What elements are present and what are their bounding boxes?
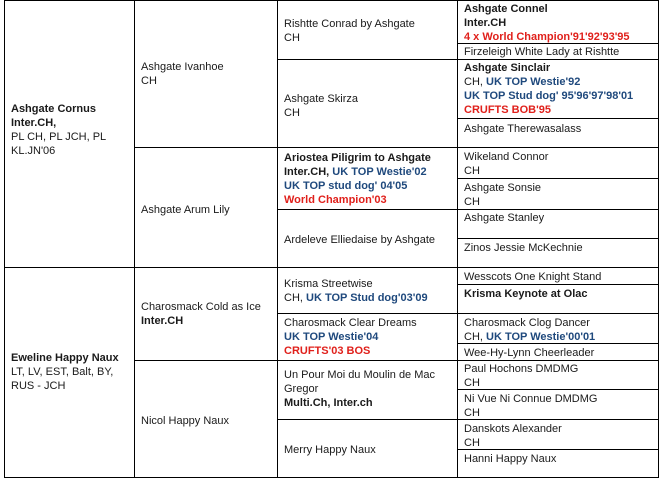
row-divider-gen3-a (277, 59, 458, 60)
dog-title: RUS - JCH (11, 380, 66, 392)
dog-award: UK TOP Stud dog'03'09 (306, 292, 428, 304)
gen3-1 (278, 15, 457, 47)
row-divider-gen3-d (277, 267, 458, 268)
dog-name: Ashgate Connel (464, 3, 548, 15)
table-border-bottom (4, 477, 659, 478)
gen4-3 (458, 59, 658, 119)
dog-name: Ariostea Piligrim to Ashgate (284, 152, 431, 164)
dog-title: CH, (284, 292, 306, 304)
dog-name: Ashgate Cornus (11, 103, 96, 115)
gen2-dam-dam (135, 412, 277, 430)
row-divider-gen3-b (277, 147, 458, 148)
gen4-13 (458, 360, 658, 392)
gen4-5 (458, 148, 658, 180)
dog-name: Firzeleigh White Lady at Rishtte (464, 46, 620, 58)
dog-name: Paul Hochons DMDMG (464, 363, 579, 375)
gen3-4 (278, 231, 457, 249)
dog-name: Ashgate Sonsie (464, 182, 542, 194)
dog-name: Wesscots One Knight Stand (464, 271, 602, 283)
dog-name: Charosmack Cold as Ice (141, 301, 261, 313)
dog-title: CH (141, 75, 157, 87)
gen4-1 (458, 0, 658, 46)
gen3-2 (278, 90, 457, 122)
gen4-7 (458, 209, 658, 227)
dog-name: Ardeleve Elliedaise by Ashgate (284, 234, 436, 246)
gen3-8 (278, 441, 457, 459)
dog-name: Ashgate Therewasalass (464, 123, 582, 135)
dog-title: LT, LV, EST, Balt, BY, (11, 366, 114, 378)
dog-title: CH (464, 437, 480, 449)
dog-award: UK TOP Stud dog' 95'96'97'98'01 (464, 90, 634, 102)
dog-award: CRUFTS'03 BOS (284, 345, 371, 357)
dog-name: Ashgate Arum Lily (141, 204, 230, 216)
dog-award: UK TOP Westie'02 (332, 166, 427, 178)
dog-title: CH (464, 407, 480, 419)
dog-name: Wikeland Connor (464, 151, 549, 163)
gen4-16 (458, 450, 658, 468)
gen1-dam (5, 349, 134, 395)
gen4-4 (458, 120, 658, 138)
gen4-6 (458, 179, 658, 211)
dog-name: Merry Happy Naux (284, 444, 376, 456)
dog-award: 4 x World Champion'91'92'93'95 (464, 31, 630, 43)
dog-title: CH (464, 196, 480, 208)
dog-name: Danskots Alexander (464, 423, 562, 435)
dog-name: Charosmack Clog Dancer (464, 317, 590, 329)
dog-title: CH, (464, 331, 486, 343)
dog-title: Inter.CH, (11, 117, 57, 129)
dog-name: Hanni Happy Naux (464, 453, 557, 465)
dog-name: Krisma Streetwise (284, 278, 373, 290)
gen3-6 (278, 314, 457, 360)
gen4-9 (458, 268, 658, 286)
row-divider-gen3-c (277, 209, 458, 210)
dog-award: UK TOP Westie'00'01 (486, 331, 596, 343)
dog-title: Multi.Ch, Inter.ch (284, 397, 373, 409)
dog-name: Ashgate Sinclair (464, 62, 551, 74)
dog-name: Ashgate Ivanhoe (141, 61, 224, 73)
dog-award: UK TOP Westie'92 (486, 76, 581, 88)
gen1-sire (5, 100, 134, 160)
row-divider-gen2-c (134, 360, 278, 361)
gen4-14 (458, 390, 658, 422)
dog-title: CH (464, 165, 480, 177)
dog-title: CH (464, 377, 480, 389)
dog-name: Rishtte Conrad by Ashgate (284, 18, 415, 30)
dog-name: Charosmack Clear Dreams (284, 317, 417, 329)
table-border-left (4, 0, 5, 478)
dog-award: CRUFTS BOB'95 (464, 104, 551, 116)
dog-name: Eweline Happy Naux (11, 352, 119, 364)
gen4-11 (458, 314, 658, 346)
gen3-7 (278, 366, 457, 412)
gen3-3 (278, 149, 457, 209)
dog-award: UK TOP Westie'04 (284, 331, 379, 343)
row-divider-gen2-b (134, 267, 278, 268)
dog-name: Un Pour Moi du Moulin de Mac Gregor (284, 369, 436, 395)
dog-title: Inter.CH, (284, 166, 333, 178)
dog-title: CH, (464, 76, 486, 88)
dog-name: Ashgate Stanley (464, 212, 545, 224)
row-divider-gen2-a (134, 147, 278, 148)
gen2-dam-sire (135, 298, 277, 330)
dog-name: Wee-Hy-Lynn Cheerleader (464, 347, 595, 359)
gen2-sire-dam (135, 201, 277, 219)
gen4-8 (458, 239, 658, 257)
dog-name: Zinos Jessie McKechnie (464, 242, 583, 254)
dog-title: Inter.CH (141, 315, 184, 327)
dog-title: CH (284, 107, 300, 119)
row-divider-gen1 (4, 267, 135, 268)
dog-name: Nicol Happy Naux (141, 415, 230, 427)
gen3-5 (278, 275, 457, 307)
table-border-right (658, 0, 659, 478)
gen4-15 (458, 420, 658, 452)
dog-title: CH (284, 32, 300, 44)
dog-title: PL CH, PL JCH, PL (11, 131, 107, 143)
dog-title: Inter.CH (464, 17, 507, 29)
dog-title: KL.JN'06 (11, 145, 56, 157)
row-divider-gen3-f (277, 360, 458, 361)
gen2-sire-sire (135, 58, 277, 90)
dog-name: Ni Vue Ni Connue DMDMG (464, 393, 598, 405)
gen4-10 (458, 285, 658, 303)
dog-name: Ashgate Skirza (284, 93, 358, 105)
dog-name: Krisma Keynote at Olac (464, 288, 588, 300)
dog-award: UK TOP stud dog' 04'05 (284, 180, 408, 192)
dog-award: World Champion'03 (284, 194, 387, 206)
row-divider-gen3-g (277, 419, 458, 420)
